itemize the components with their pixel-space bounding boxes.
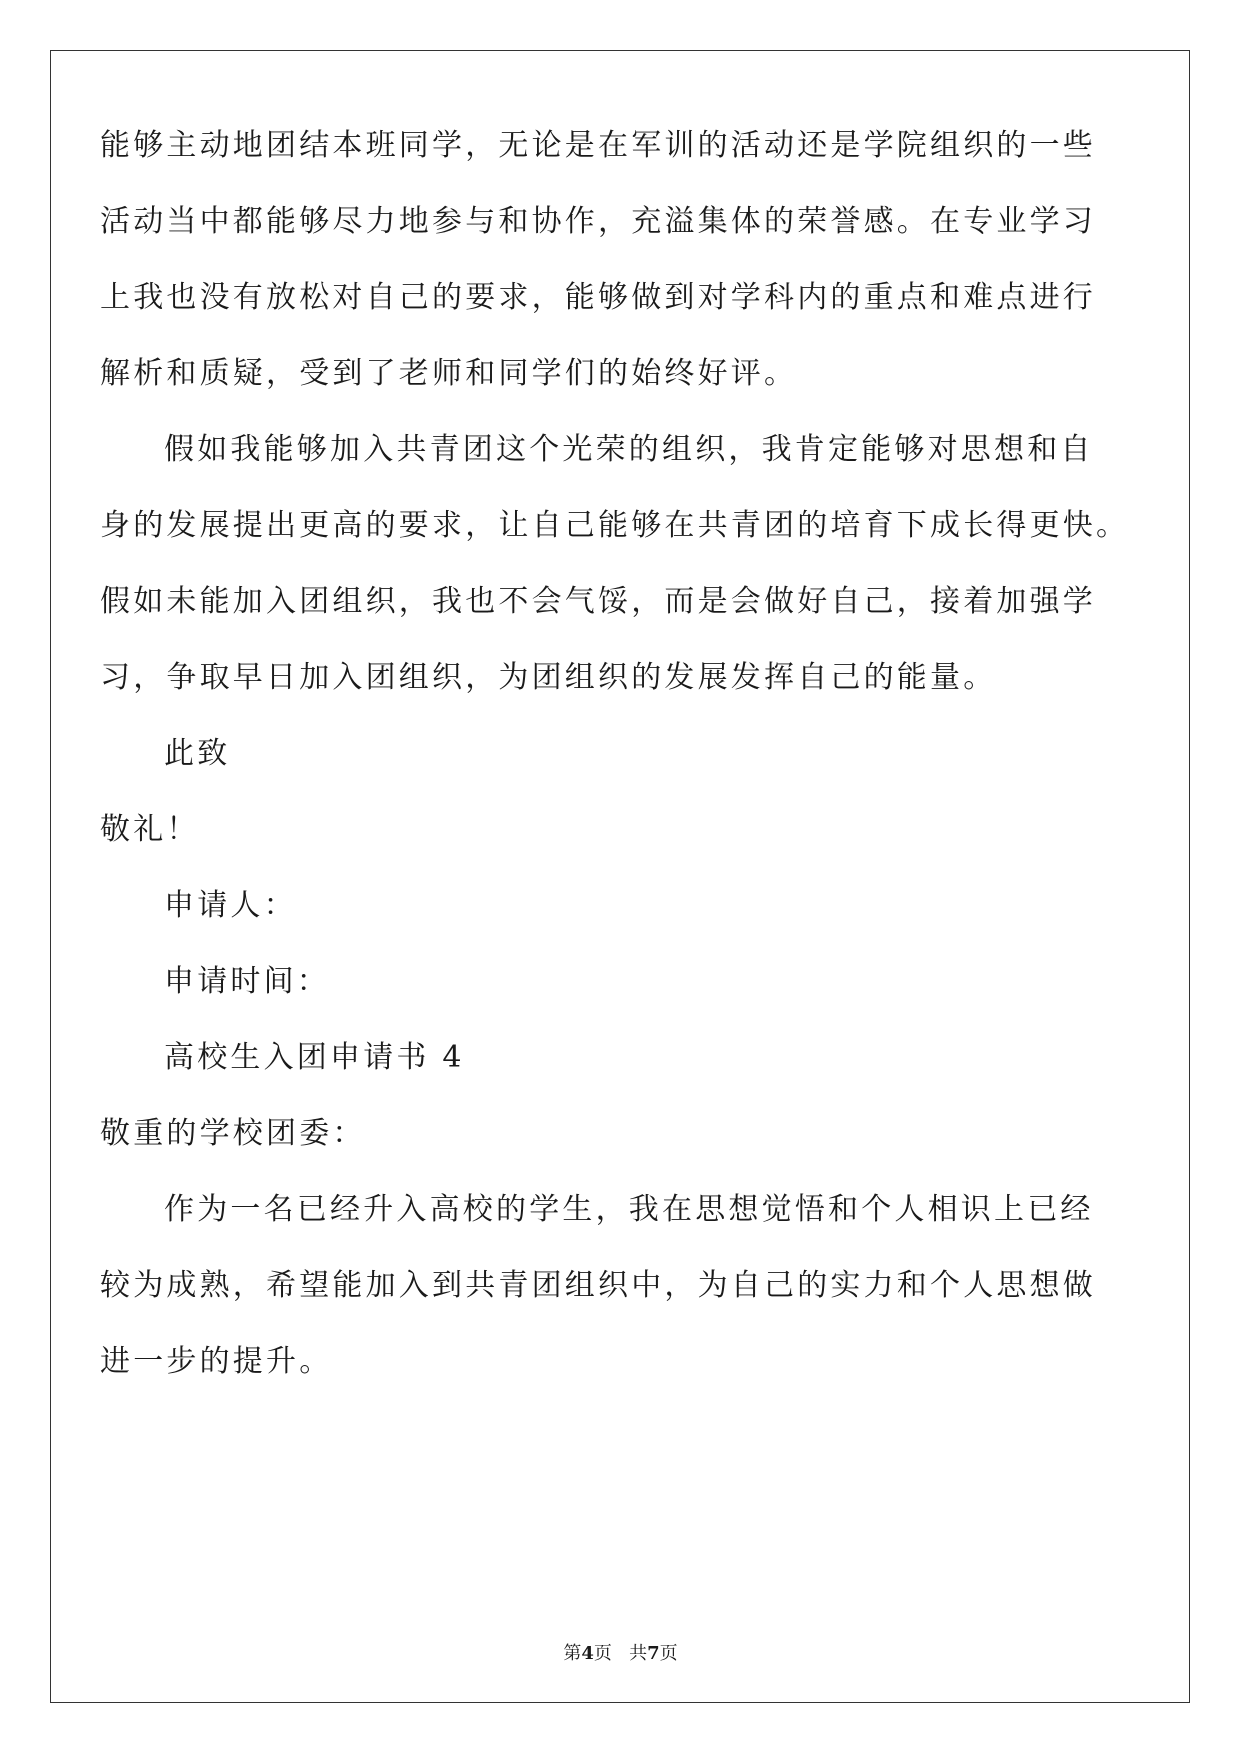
- applicant-label: 申请人：: [164, 888, 297, 923]
- letter-greeting: 敬重的学校团委：: [100, 1116, 366, 1151]
- total-pages: 7: [647, 1643, 660, 1664]
- paragraph-line: 解析和质疑，受到了老师和同学们的始终好评。: [100, 356, 798, 391]
- closing-regards: 敬礼！: [100, 812, 200, 847]
- paragraph-line: 假如未能加入团组织，我也不会气馁，而是会做好自己，接着加强学: [100, 584, 1096, 619]
- page-suffix: 页: [593, 1643, 612, 1664]
- paragraph-line: 活动当中都能够尽力地参与和协作，充溢集体的荣誉感。在专业学习: [100, 204, 1096, 239]
- total-prefix: 共: [629, 1643, 648, 1664]
- paragraph-line: 较为成熟，希望能加入到共青团组织中，为自己的实力和个人思想做: [100, 1268, 1096, 1303]
- paragraph-line: 进一步的提升。: [100, 1344, 333, 1379]
- section-title: 高校生入团申请书 4: [164, 1040, 465, 1075]
- paragraph-line: 假如我能够加入共青团这个光荣的组织，我肯定能够对思想和自: [164, 432, 1094, 467]
- page-footer: [0, 1642, 1241, 1666]
- application-date-label: 申请时间：: [164, 964, 330, 999]
- page-number: 4: [581, 1643, 594, 1664]
- total-suffix: 页: [659, 1643, 678, 1664]
- closing-salutation: 此致: [164, 736, 231, 771]
- page-prefix: 第: [563, 1643, 582, 1664]
- paragraph-line: 能够主动地团结本班同学，无论是在军训的活动还是学院组织的一些: [100, 128, 1096, 163]
- paragraph-line: 作为一名已经升入高校的学生，我在思想觉悟和个人相识上已经: [164, 1192, 1094, 1227]
- paragraph-line: 上我也没有放松对自己的要求，能够做到对学科内的重点和难点进行: [100, 280, 1096, 315]
- paragraph-line: 身的发展提出更高的要求，让自己能够在共青团的培育下成长得更快。: [100, 508, 1130, 543]
- paragraph-line: 习，争取早日加入团组织，为团组织的发展发挥自己的能量。: [100, 660, 997, 695]
